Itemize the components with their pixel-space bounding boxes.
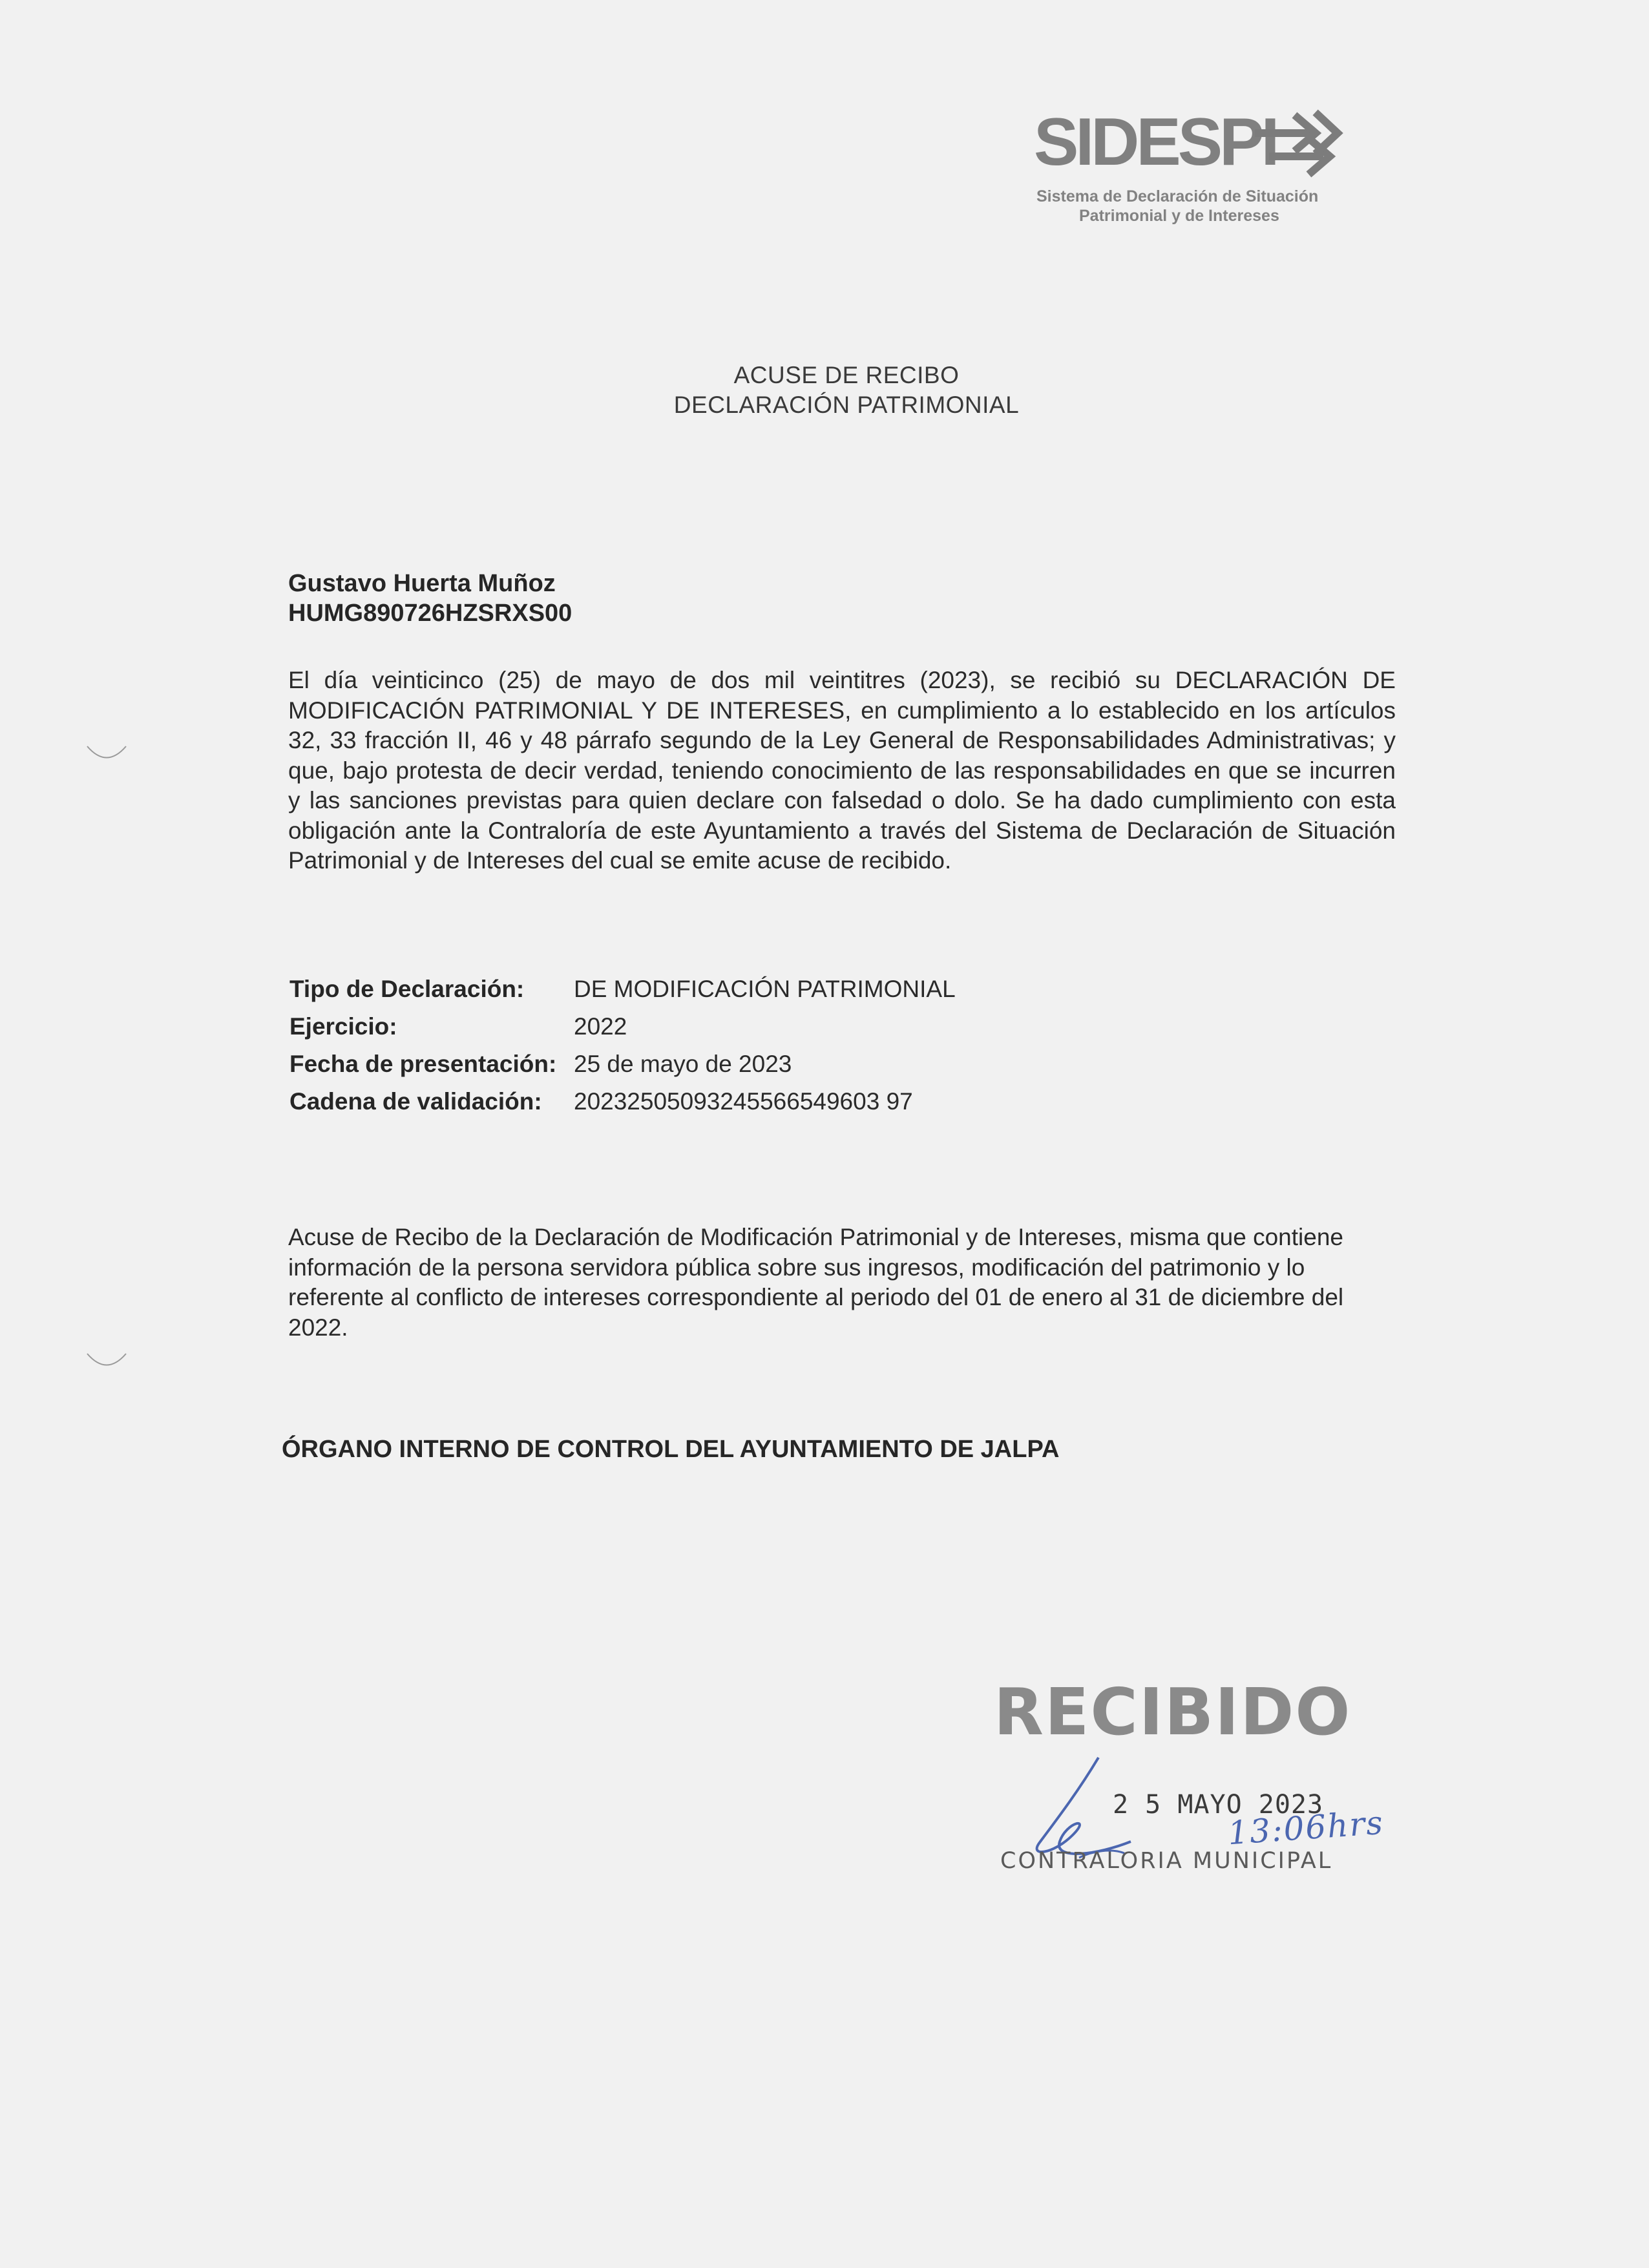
logo-subtitle-line1: Sistema de Declaración de Situación [1036,187,1319,205]
field-value: 25 de mayo de 2023 [574,1051,792,1077]
stamp-heading: RECIBIDO [994,1674,1352,1750]
issuing-organ: ÓRGANO INTERNO DE CONTROL DEL AYUNTAMIENTO DE JALPA [282,1436,1060,1463]
field-value: 2022 [574,1013,627,1040]
body-paragraph: El día veinticinco (25) de mayo de dos mil veintitres (2023), se recibió su DECLARACIÓN DE MODIFICACIÓN PATRIMONIAL Y DE INTERESES, en cumplimiento a lo establecido en los artículos 32, 33 fracción II, 46 y 48 párrafo segundo de la Ley General de Responsabilidades Administrativas; y que, bajo protesta de decir verdad, teniendo conocimiento de las responsabilidades en que se incurren y las sanciones previstas para quien declare con falsedad o dolo. Se ha dado cumplimiento con esta obligación ante la Contraloría de este Ayuntamiento a través del Sistema de Declaración de Situación Patrimonial y de Intereses del cual se emite acuse de recibido. [288,667,1396,874]
field-label: Ejercicio: [289,1013,397,1040]
received-stamp [989,1674,1385,1887]
document-title-line1: ACUSE DE RECIBO [733,362,960,388]
field-value: 20232505093245566549603 97 [574,1088,913,1115]
field-label: Cadena de validación: [289,1088,542,1115]
field-label: Tipo de Declaración: [289,976,525,1002]
arrows-icon [1247,106,1350,184]
punch-hole-mark [84,1350,129,1376]
document-title-line2: DECLARACIÓN PATRIMONIAL [673,392,1020,418]
punch-hole-mark [84,743,129,769]
declarant-name: Gustavo Huerta Muñoz [288,570,556,597]
logo-wordmark: SIDESPI [1034,105,1277,180]
stamp-date: 2 5 MAYO 2023 [1113,1790,1324,1820]
field-label: Fecha de presentación: [289,1051,557,1077]
stamp-handwritten-time: 13:06hrs [1226,1803,1385,1853]
stamp-organization: CONTRALORIA MUNICIPAL [1000,1848,1333,1874]
closing-paragraph: Acuse de Recibo de la Declaración de Modificación Patrimonial y de Intereses, misma que contiene información de la persona servidora pública sobre sus ingresos, modificación del patrimonio y lo referente al conflicto de intereses correspondiente al periodo del 01 de enero al 31 de diciembre del 2022. [288,1224,1344,1341]
declarant-rfc: HUMG890726HZSRXS00 [288,600,572,627]
logo-subtitle-line2: Patrimonial y de Intereses [1079,207,1279,225]
field-value: DE MODIFICACIÓN PATRIMONIAL [574,976,956,1002]
